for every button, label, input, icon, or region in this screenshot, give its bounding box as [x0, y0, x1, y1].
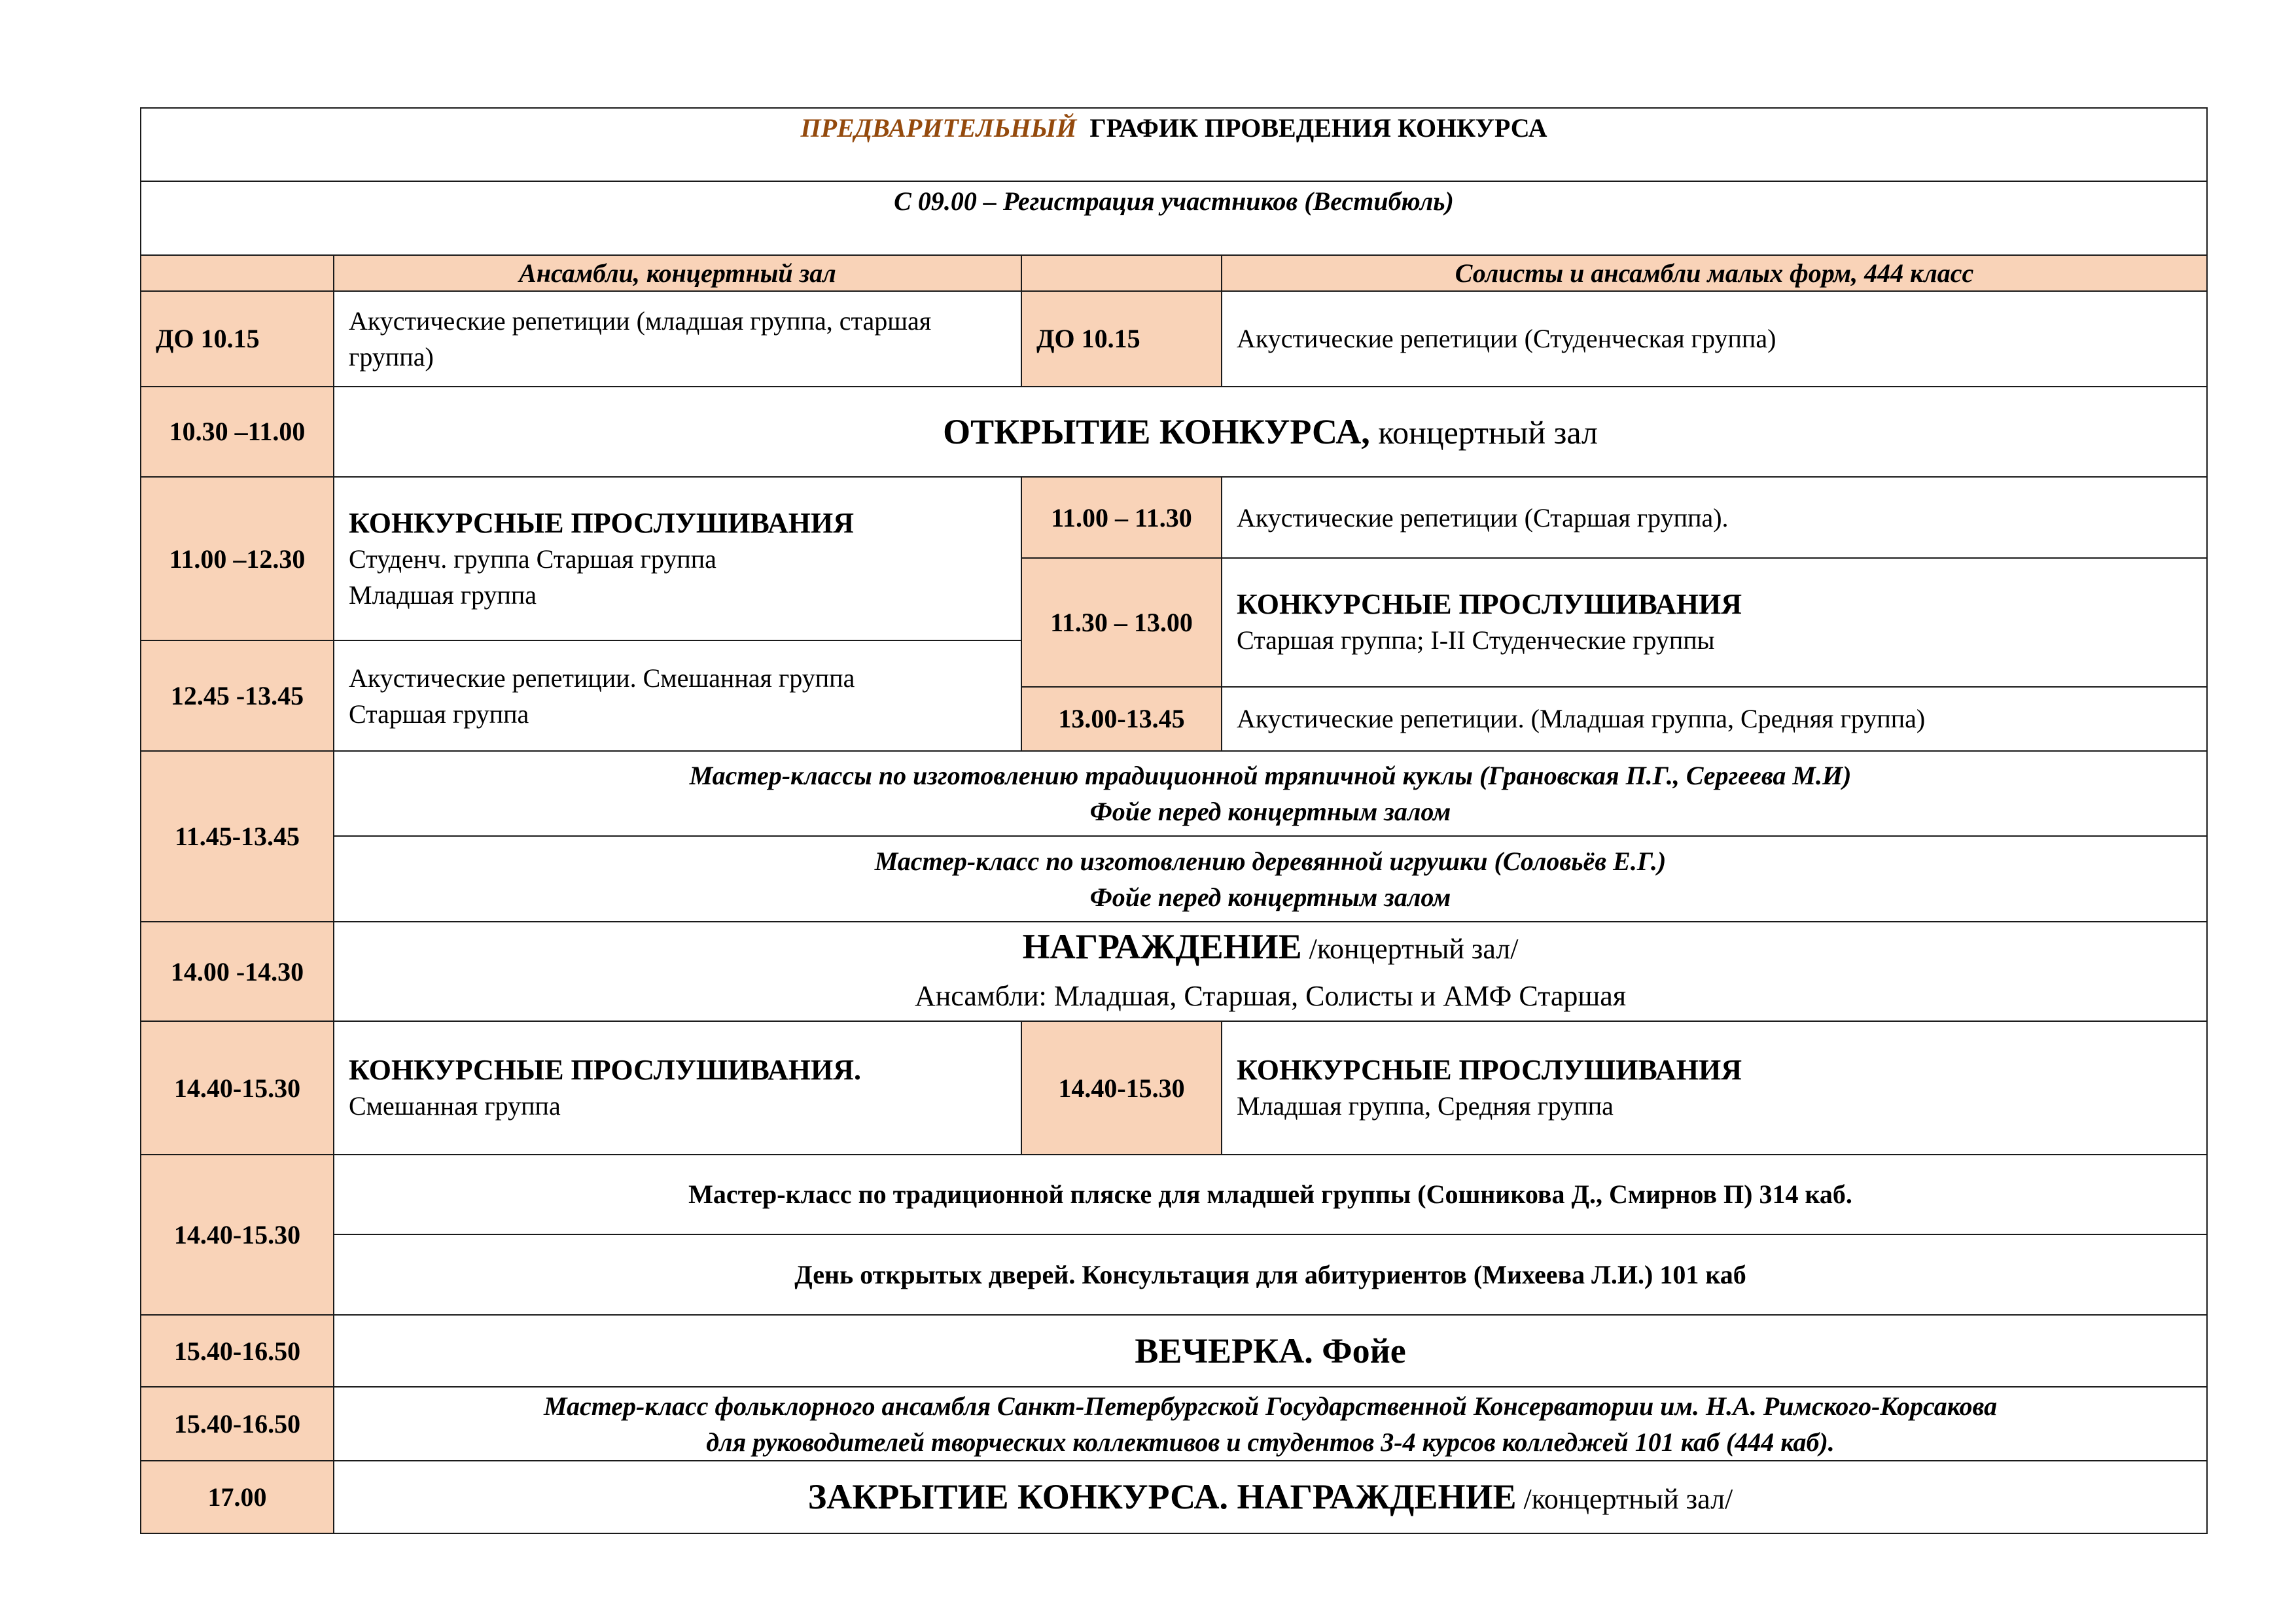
closing-bold: ЗАКРЫТИЕ КОНКУРСА. НАГРАЖДЕНИЕ — [807, 1477, 1517, 1517]
time-cell: 11.00 –12.30 — [141, 477, 334, 640]
time-cell: 13.00-13.45 — [1021, 687, 1222, 751]
event-cell — [1222, 1021, 2207, 1154]
masterclass-line: Мастер-класс фольклорного ансамбля Санкт-Петербургской Государственной Консерватории им. Н.А. Римского-Корсакова — [543, 1391, 1998, 1421]
masterclass-cell: Мастер-класс по традиционной пляске для младшей группы (Сошникова Д., Смирнов П) 314 каб. — [334, 1155, 2207, 1234]
registration-row — [141, 181, 2207, 255]
award-rest: /концертный зал/ — [1301, 933, 1519, 966]
masterclass-cell: День открытых дверей. Консультация для абитуриентов (Михеева Л.И.) 101 каб — [334, 1234, 2207, 1315]
award-line2: Ансамбли: Младшая, Старшая, Солисты и АМФ Старшая — [914, 980, 1627, 1013]
title-accent: ПРЕДВАРИТЕЛЬНЫЙ — [800, 113, 1077, 143]
vecherka-cell: ВЕЧЕРКА. Фойе — [334, 1315, 2207, 1387]
masterclass-cell — [334, 751, 2207, 836]
row-1015 — [141, 291, 2207, 387]
event-cell — [334, 640, 1021, 750]
time-cell: ДО 10.15 — [1021, 291, 1222, 387]
row-1100-a — [141, 477, 2207, 558]
event-line: Старшая группа — [349, 699, 529, 729]
time-cell: 11.00 – 11.30 — [1021, 477, 1222, 558]
time-cell: 12.45 -13.45 — [141, 640, 334, 750]
header-soloists: Солисты и ансамбли малых форм, 444 класс — [1222, 255, 2207, 290]
event-heading: КОНКУРСНЫЕ ПРОСЛУШИВАНИЯ — [1237, 1054, 1742, 1087]
opening-bold: ОТКРЫТИЕ КОНКУРСА, — [943, 411, 1370, 451]
time-cell: 15.40-16.50 — [141, 1387, 334, 1460]
event-cell: Акустические репетиции. (Младшая группа, Средняя группа) — [1222, 687, 2207, 751]
page-title — [141, 108, 2207, 181]
masterclass-cell — [334, 1387, 2207, 1460]
header-row — [141, 255, 2207, 290]
time-cell: 11.45-13.45 — [141, 751, 334, 922]
event-line: Старшая группа; I-II Студенческие группы — [1237, 625, 1715, 655]
event-line: Младшая группа, Средняя группа — [1237, 1091, 1614, 1121]
event-heading: КОНКУРСНЫЕ ПРОСЛУШИВАНИЯ — [349, 506, 855, 539]
event-cell — [334, 1021, 1021, 1154]
award-bold: НАГРАЖДЕНИЕ — [1022, 927, 1302, 967]
row-masterclass-1a — [141, 751, 2207, 836]
masterclass-cell — [334, 836, 2207, 922]
time-cell: 17.00 — [141, 1461, 334, 1533]
event-cell: Акустические репетиции (Студенческая группа) — [1222, 291, 2207, 387]
time-cell: ДО 10.15 — [141, 291, 334, 387]
event-cell — [1222, 558, 2207, 686]
header-blank-right — [1021, 255, 1222, 290]
row-closing — [141, 1461, 2207, 1533]
masterclass-line: Мастер-классы по изготовлению традиционной тряпичной куклы (Грановская П.Г., Сергеева М.И) — [689, 760, 1852, 790]
time-cell: 14.40-15.30 — [141, 1021, 334, 1154]
event-cell: Акустические репетиции (Старшая группа). — [1222, 477, 2207, 558]
registration-text: С 09.00 – Регистрация участников (Вестибюль) — [141, 181, 2207, 255]
event-line: Студенч. группа Старшая группа — [349, 544, 716, 574]
masterclass-line: Фойе перед концертным залом — [1089, 796, 1451, 826]
row-masterclass-2b — [141, 1234, 2207, 1315]
award-cell — [334, 922, 2207, 1021]
event-line: Акустические репетиции. Смешанная группа — [349, 663, 855, 693]
opening-rest: концертный зал — [1369, 413, 1598, 451]
time-cell: 14.40-15.30 — [1021, 1021, 1222, 1154]
header-blank-left — [141, 255, 334, 290]
time-cell: 14.40-15.30 — [141, 1155, 334, 1315]
closing-rest: /концертный зал/ — [1516, 1483, 1733, 1516]
time-cell: 10.30 –11.00 — [141, 387, 334, 477]
masterclass-line: для руководителей творческих коллективов и студентов 3-4 курсов колледжей 101 каб (444 каб). — [706, 1427, 1835, 1457]
event-cell: Акустические репетиции (младшая группа, старшая группа) — [334, 291, 1021, 387]
title-rest: ГРАФИК ПРОВЕДЕНИЯ КОНКУРСА — [1089, 113, 1547, 143]
row-opening — [141, 387, 2207, 477]
event-heading: КОНКУРСНЫЕ ПРОСЛУШИВАНИЯ — [1237, 588, 1742, 621]
event-line: Смешанная группа — [349, 1091, 561, 1121]
row-1440 — [141, 1021, 2207, 1154]
masterclass-line: Мастер-класс по изготовлению деревянной игрушки (Соловьёв Е.Г.) — [874, 846, 1667, 876]
title-row — [141, 108, 2207, 181]
event-heading: КОНКУРСНЫЕ ПРОСЛУШИВАНИЯ. — [349, 1054, 862, 1087]
masterclass-line: Фойе перед концертным залом — [1089, 882, 1451, 912]
header-ensembles: Ансамбли, концертный зал — [334, 255, 1021, 290]
event-line: Младшая группа — [349, 580, 537, 610]
row-masterclass-1b — [141, 836, 2207, 922]
schedule-table — [140, 107, 2208, 1534]
row-masterclass-2a — [141, 1155, 2207, 1234]
event-cell — [334, 477, 1021, 640]
time-cell: 14.00 -14.30 — [141, 922, 334, 1021]
time-cell: 15.40-16.50 — [141, 1315, 334, 1387]
time-cell: 11.30 – 13.00 — [1021, 558, 1222, 686]
row-masterclass-3 — [141, 1387, 2207, 1460]
opening-cell — [334, 387, 2207, 477]
closing-cell — [334, 1461, 2207, 1533]
row-award — [141, 922, 2207, 1021]
row-vecherka — [141, 1315, 2207, 1387]
